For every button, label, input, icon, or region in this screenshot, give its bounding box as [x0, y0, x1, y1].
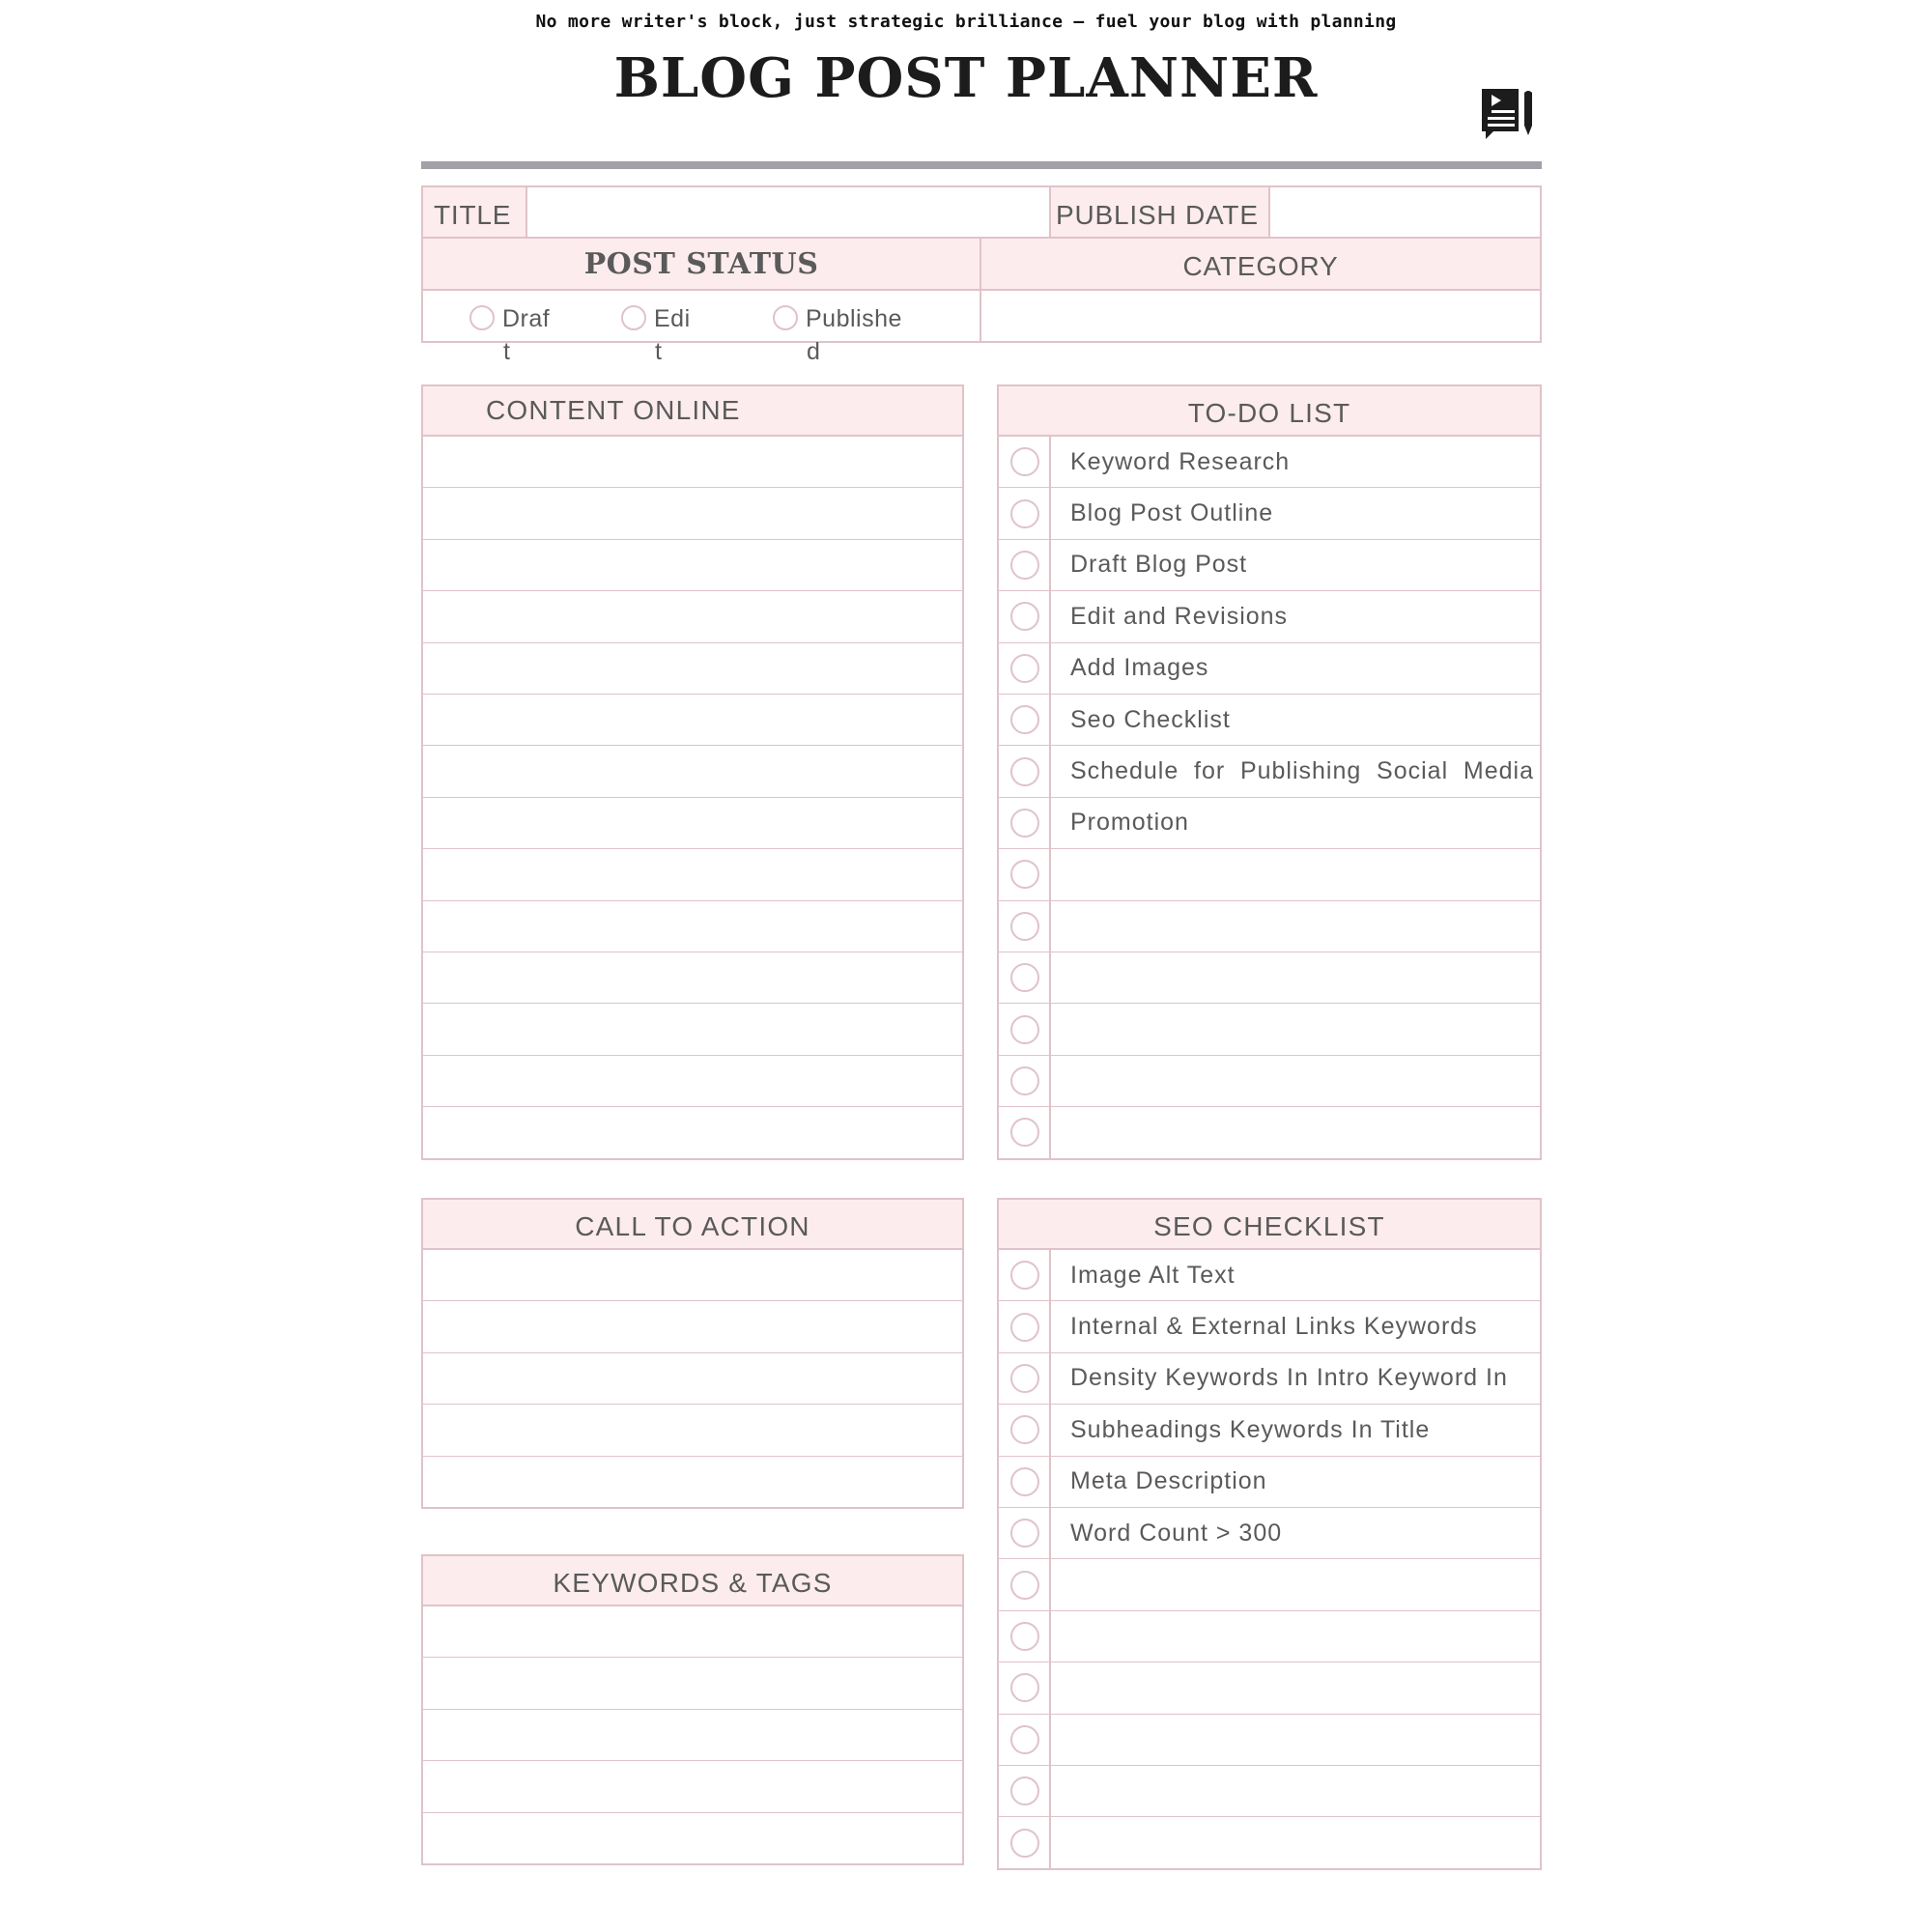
todo-item-label — [1070, 952, 1534, 1003]
content-online-row[interactable] — [421, 1056, 964, 1108]
category-header — [980, 237, 1542, 291]
seo-checklist-item-label — [1070, 1611, 1534, 1662]
keywords-tags-row[interactable] — [421, 1606, 964, 1659]
checkbox-circle-icon[interactable] — [1010, 1364, 1039, 1393]
seo-checklist-item[interactable] — [997, 1662, 1542, 1715]
title-label-cell — [421, 185, 527, 239]
todo-item[interactable] — [997, 901, 1542, 953]
todo-item[interactable] — [997, 437, 1542, 489]
todo-item[interactable] — [997, 952, 1542, 1005]
todo-item[interactable] — [997, 798, 1542, 850]
todo-item-label: Seo Checklist — [1070, 705, 1231, 733]
checkbox-circle-icon[interactable] — [1010, 1673, 1039, 1702]
checkbox-circle-icon[interactable] — [1010, 1622, 1039, 1651]
seo-checklist-check-cell — [999, 1301, 1051, 1351]
seo-checklist-item-label — [1070, 1766, 1534, 1816]
checkbox-circle-icon[interactable] — [1010, 1467, 1039, 1496]
content-online-row[interactable] — [421, 952, 964, 1005]
content-online-label: CONTENT ONLINE — [486, 395, 741, 425]
todo-check-cell — [999, 488, 1051, 538]
seo-checklist-item-label: Image Alt Text — [1070, 1261, 1236, 1289]
seo-checklist-item-label: Meta Description — [1070, 1467, 1267, 1495]
seo-checklist-check-cell — [999, 1457, 1051, 1507]
seo-checklist-check-cell — [999, 1611, 1051, 1662]
content-online-row[interactable] — [421, 1004, 964, 1056]
seo-checklist-item[interactable] — [997, 1611, 1542, 1663]
seo-checklist-check-cell — [999, 1508, 1051, 1558]
todo-item[interactable] — [997, 488, 1542, 540]
status-option-published: Publishe d — [806, 305, 902, 365]
checkbox-circle-icon[interactable] — [1010, 1725, 1039, 1754]
content-online-row[interactable] — [421, 798, 964, 850]
checkbox-circle-icon[interactable] — [1010, 1118, 1039, 1147]
todo-item-label: Draft Blog Post — [1070, 551, 1248, 579]
seo-checklist-item[interactable] — [997, 1817, 1542, 1869]
todo-item[interactable] — [997, 1107, 1542, 1159]
category-label: CATEGORY — [1182, 251, 1339, 281]
tagline: No more writer's block, just strategic brilliance – fuel your blog with planning — [535, 12, 1397, 32]
todo-check-cell — [999, 849, 1051, 899]
content-online-row[interactable] — [421, 849, 964, 901]
seo-checklist-check-cell — [999, 1715, 1051, 1765]
content-online-row[interactable] — [421, 488, 964, 540]
content-online-row[interactable] — [421, 695, 964, 747]
keywords-tags-header — [421, 1554, 964, 1606]
seo-checklist-item[interactable] — [997, 1250, 1542, 1302]
todo-check-cell — [999, 1107, 1051, 1157]
todo-item-label — [1070, 1004, 1534, 1054]
checkbox-circle-icon[interactable] — [1010, 809, 1039, 838]
seo-checklist-check-cell — [999, 1250, 1051, 1300]
todo-item[interactable] — [997, 849, 1542, 901]
todo-check-cell — [999, 437, 1051, 487]
todo-item[interactable] — [997, 1056, 1542, 1108]
checkbox-circle-icon[interactable] — [1010, 1519, 1039, 1548]
seo-checklist-check-cell — [999, 1559, 1051, 1609]
content-online-row[interactable] — [421, 540, 964, 592]
checkbox-circle-icon[interactable] — [1010, 963, 1039, 992]
status-radio-edit[interactable] — [621, 305, 646, 330]
status-radio-published[interactable] — [773, 305, 798, 330]
call-to-action-row[interactable] — [421, 1250, 964, 1302]
seo-checklist-check-cell — [999, 1817, 1051, 1867]
call-to-action-label: CALL TO ACTION — [575, 1211, 810, 1241]
title-field[interactable] — [526, 185, 1051, 239]
seo-checklist-label: SEO CHECKLIST — [1153, 1211, 1385, 1241]
checkbox-circle-icon[interactable] — [1010, 654, 1039, 683]
seo-checklist-item[interactable] — [997, 1301, 1542, 1353]
status-option-edit: Edi t — [654, 305, 691, 365]
seo-checklist-item-label: Internal & External Links Keywords — [1070, 1313, 1478, 1341]
checkbox-circle-icon[interactable] — [1010, 705, 1039, 734]
checkbox-circle-icon[interactable] — [1010, 447, 1039, 476]
checkbox-circle-icon[interactable] — [1010, 602, 1039, 631]
seo-checklist-item-label: Word Count > 300 — [1070, 1519, 1283, 1547]
seo-checklist-item-label — [1070, 1817, 1534, 1867]
seo-checklist-check-cell — [999, 1405, 1051, 1455]
status-option-draft: Draf t — [502, 305, 551, 365]
category-field[interactable] — [980, 289, 1542, 343]
seo-checklist-item-label — [1070, 1662, 1534, 1713]
content-online-row[interactable] — [421, 591, 964, 643]
todo-item[interactable] — [997, 540, 1542, 592]
todo-check-cell — [999, 798, 1051, 848]
checkbox-circle-icon[interactable] — [1010, 499, 1039, 528]
seo-checklist-item[interactable] — [997, 1405, 1542, 1457]
checkbox-circle-icon[interactable] — [1010, 1571, 1039, 1600]
todo-item-label: Schedule for Publishing Social Media — [1070, 757, 1534, 785]
seo-checklist-item[interactable] — [997, 1715, 1542, 1767]
todo-check-cell — [999, 591, 1051, 641]
checkbox-circle-icon[interactable] — [1010, 757, 1039, 786]
video-document-pen-icon — [1480, 87, 1538, 143]
todo-item[interactable] — [997, 591, 1542, 643]
keywords-tags-row[interactable] — [421, 1761, 964, 1813]
seo-checklist-item[interactable] — [997, 1457, 1542, 1509]
call-to-action-row[interactable] — [421, 1405, 964, 1457]
todo-item-label: Add Images — [1070, 654, 1209, 682]
seo-checklist-item[interactable] — [997, 1353, 1542, 1406]
content-online-row[interactable] — [421, 437, 964, 489]
seo-checklist-check-cell — [999, 1766, 1051, 1816]
keywords-tags-row[interactable] — [421, 1813, 964, 1865]
content-online-row[interactable] — [421, 746, 964, 798]
call-to-action-row[interactable] — [421, 1301, 964, 1353]
seo-checklist-header — [997, 1198, 1542, 1250]
todo-check-cell — [999, 540, 1051, 590]
seo-checklist-check-cell — [999, 1662, 1051, 1713]
call-to-action-row[interactable] — [421, 1457, 964, 1509]
todo-check-cell — [999, 643, 1051, 694]
seo-checklist-check-cell — [999, 1353, 1051, 1404]
todo-item[interactable] — [997, 1004, 1542, 1056]
checkbox-circle-icon[interactable] — [1010, 1776, 1039, 1805]
checkbox-circle-icon[interactable] — [1010, 860, 1039, 889]
seo-checklist-item[interactable] — [997, 1559, 1542, 1611]
checkbox-circle-icon[interactable] — [1010, 1015, 1039, 1044]
post-status-label: POST STATUS — [583, 247, 819, 281]
call-to-action-row[interactable] — [421, 1353, 964, 1406]
keywords-tags-row[interactable] — [421, 1710, 964, 1762]
checkbox-circle-icon[interactable] — [1010, 1415, 1039, 1444]
post-status-header — [421, 237, 981, 291]
todo-check-cell — [999, 695, 1051, 745]
content-online-row[interactable] — [421, 901, 964, 953]
checkbox-circle-icon[interactable] — [1010, 1261, 1039, 1290]
publish-date-label: PUBLISH DATE — [1056, 200, 1259, 230]
seo-checklist-item[interactable] — [997, 1508, 1542, 1560]
todo-check-cell — [999, 1056, 1051, 1106]
todo-list-label: TO-DO LIST — [1187, 398, 1351, 428]
todo-item[interactable] — [997, 643, 1542, 696]
todo-item-label: Blog Post Outline — [1070, 499, 1274, 527]
content-online-row[interactable] — [421, 643, 964, 696]
checkbox-circle-icon[interactable] — [1010, 1066, 1039, 1095]
keywords-tags-label: KEYWORDS & TAGS — [553, 1568, 833, 1598]
todo-item[interactable] — [997, 746, 1542, 798]
checkbox-circle-icon[interactable] — [1010, 912, 1039, 941]
todo-check-cell — [999, 952, 1051, 1003]
seo-checklist-item-label: Density Keywords In Intro Keyword In — [1070, 1364, 1508, 1392]
todo-check-cell — [999, 1004, 1051, 1054]
todo-item-label — [1070, 1056, 1534, 1106]
publish-date-label-cell — [1049, 185, 1270, 239]
call-to-action-header — [421, 1198, 964, 1250]
status-radio-draft[interactable] — [469, 305, 495, 330]
todo-check-cell — [999, 746, 1051, 796]
seo-checklist-item-label: Subheadings Keywords In Title — [1070, 1415, 1431, 1443]
checkbox-circle-icon[interactable] — [1010, 1313, 1039, 1342]
todo-item-label — [1070, 901, 1534, 952]
todo-list-header — [997, 384, 1542, 437]
page-title: BLOG POST PLANNER — [613, 46, 1319, 110]
todo-item-label — [1070, 849, 1534, 899]
seo-checklist-item-label — [1070, 1559, 1534, 1609]
checkbox-circle-icon[interactable] — [1010, 551, 1039, 580]
content-online-row[interactable] — [421, 1107, 964, 1159]
seo-checklist-item-label — [1070, 1715, 1534, 1765]
checkbox-circle-icon[interactable] — [1010, 1829, 1039, 1858]
todo-check-cell — [999, 901, 1051, 952]
todo-item-label: Promotion — [1070, 809, 1189, 837]
todo-item-label: Keyword Research — [1070, 447, 1291, 475]
header-divider — [421, 161, 1542, 169]
todo-item[interactable] — [997, 695, 1542, 747]
keywords-tags-row[interactable] — [421, 1658, 964, 1710]
todo-item-label — [1070, 1107, 1534, 1157]
seo-checklist-item[interactable] — [997, 1766, 1542, 1818]
title-label: TITLE — [434, 200, 512, 230]
todo-item-label: Edit and Revisions — [1070, 602, 1289, 630]
content-online-header — [421, 384, 964, 437]
publish-date-field[interactable] — [1268, 185, 1542, 239]
